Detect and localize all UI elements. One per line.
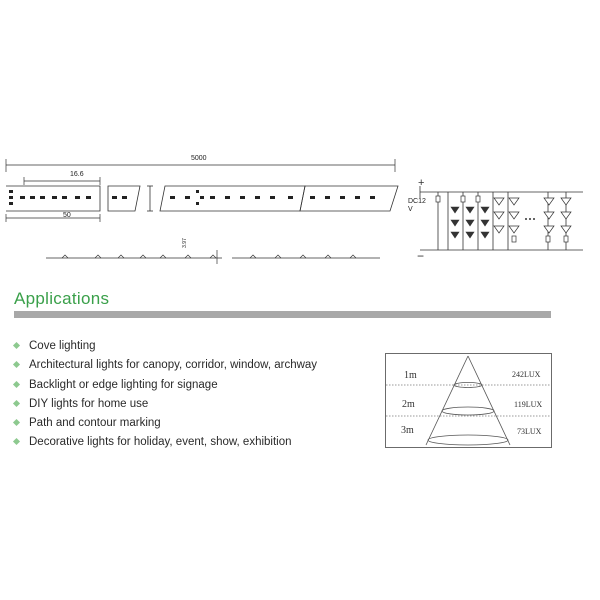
bullet-icon xyxy=(13,342,20,349)
svg-text:+: + xyxy=(418,177,425,189)
bullet-icon xyxy=(13,400,20,407)
lux-3m-value: 73LUX xyxy=(517,427,542,436)
list-item: Cove lighting xyxy=(14,338,317,357)
circuit-diagram xyxy=(408,172,588,264)
list-item: Backlight or edge lighting for signage xyxy=(14,377,317,396)
voltage-label: DC12 V xyxy=(408,198,426,213)
distance-3m-label: 3m xyxy=(401,425,414,436)
list-item: Path and contour marking xyxy=(14,415,317,434)
lux-2m-value: 119LUX xyxy=(514,400,543,409)
bullet-icon xyxy=(13,361,20,368)
total-length-label: 5000 xyxy=(191,155,207,162)
list-item: Architectural lights for canopy, corridor, window, archway xyxy=(14,357,317,376)
applications-title: Applications xyxy=(14,289,110,308)
segment-length-label: 50 xyxy=(63,212,71,219)
pitch-label: 16.6 xyxy=(70,171,84,178)
bullet-icon xyxy=(13,381,20,388)
lux-illuminance-chart xyxy=(385,353,552,448)
lux-1m-value: 242LUX xyxy=(512,370,541,379)
section-divider xyxy=(14,311,551,318)
list-item: DIY lights for home use xyxy=(14,396,317,415)
distance-1m-label: 1m xyxy=(404,370,417,381)
bullet-icon xyxy=(13,419,20,426)
strip-dimension-drawing xyxy=(0,150,410,265)
side-profile-label: 3.97 xyxy=(181,238,188,248)
list-item: Decorative lights for holiday, event, show, exhibition xyxy=(14,434,317,453)
svg-text:−: − xyxy=(417,249,425,263)
bullet-icon xyxy=(13,438,20,445)
applications-list xyxy=(14,338,317,454)
distance-2m-label: 2m xyxy=(402,399,415,410)
